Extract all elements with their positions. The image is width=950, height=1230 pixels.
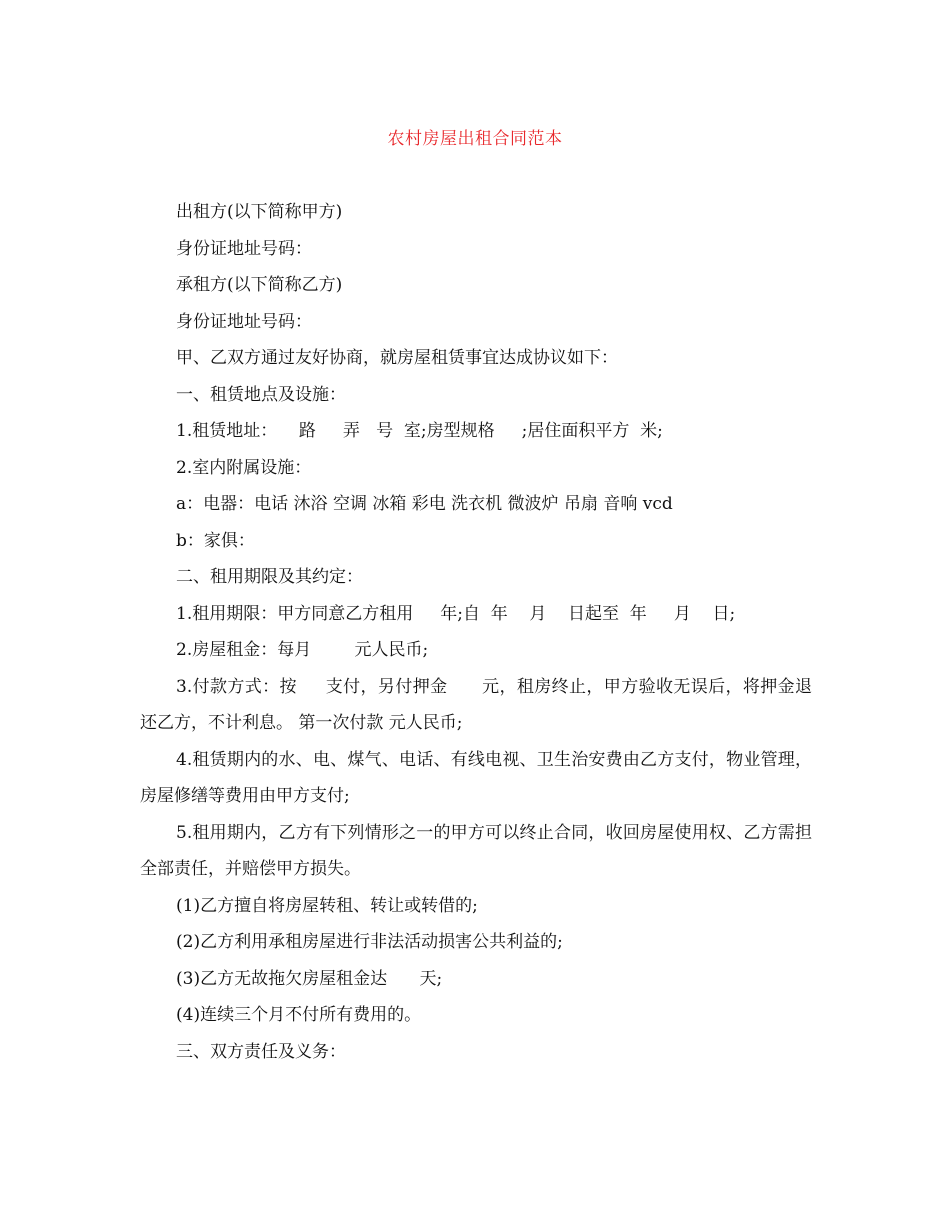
section-heading-term: 二、租用期限及其约定： [176,567,363,587]
termination-item-1: (1)乙方擅自将房屋转租、转让或转借的; [176,895,478,916]
document-body [140,194,812,1070]
clause-furniture: b：家俱： [176,530,255,551]
clause-appliances: a：电器：电话 沐浴 空调 冰箱 彩电 洗衣机 微波炉 吊扇 音响 vcd [176,494,673,514]
clause-termination: 5.租用期内，乙方有下列情形之一的甲方可以终止合同，收回房屋使用权、乙方需担全部责任，并赔偿甲方损失。 [140,822,812,879]
clause-term: 1.租用期限：甲方同意乙方租用 年;自 年 月 日起至 年 月 日; [176,603,736,624]
clause-address: 1.租赁地址： 路 弄 号 室;房型规格 ;居住面积平方 米; [176,421,663,441]
section-heading-location: 一、租赁地点及设施： [176,384,346,405]
paragraph-lessor-id: 身份证地址号码： [176,238,312,259]
paragraph-agreement-intro: 甲、乙双方通过友好协商，就房屋租赁事宜达成协议如下： [176,348,618,368]
paragraph-lessee-id: 身份证地址号码： [176,311,312,332]
paragraph-lessee: 承租方(以下简称乙方) [176,275,343,295]
termination-item-2: (2)乙方利用承租房屋进行非法活动损害公共利益的; [176,932,563,952]
termination-item-4: (4)连续三个月不付所有费用的。 [176,1005,422,1025]
paragraph-lessor: 出租方(以下简称甲方) [176,202,343,222]
clause-rent: 2.房屋租金：每月 元人民币; [176,640,429,660]
document-title: 农村房屋出租合同范本 [387,129,563,149]
termination-item-3: (3)乙方无故拖欠房屋租金达 天; [176,968,443,989]
clause-payment: 3.付款方式：按 支付，另付押金 元，租房终止，甲方验收无误后，将押金退还乙方，不计利息。 第一次付款 元人民币; [140,676,812,733]
clause-utilities: 4.租赁期内的水、电、煤气、电话、有线电视、卫生治安费由乙方支付，物业管理，房屋修缮等费用由甲方支付; [140,749,812,806]
clause-facilities: 2.室内附属设施： [176,457,312,478]
section-heading-responsibilities: 三、双方责任及义务： [176,1041,346,1062]
